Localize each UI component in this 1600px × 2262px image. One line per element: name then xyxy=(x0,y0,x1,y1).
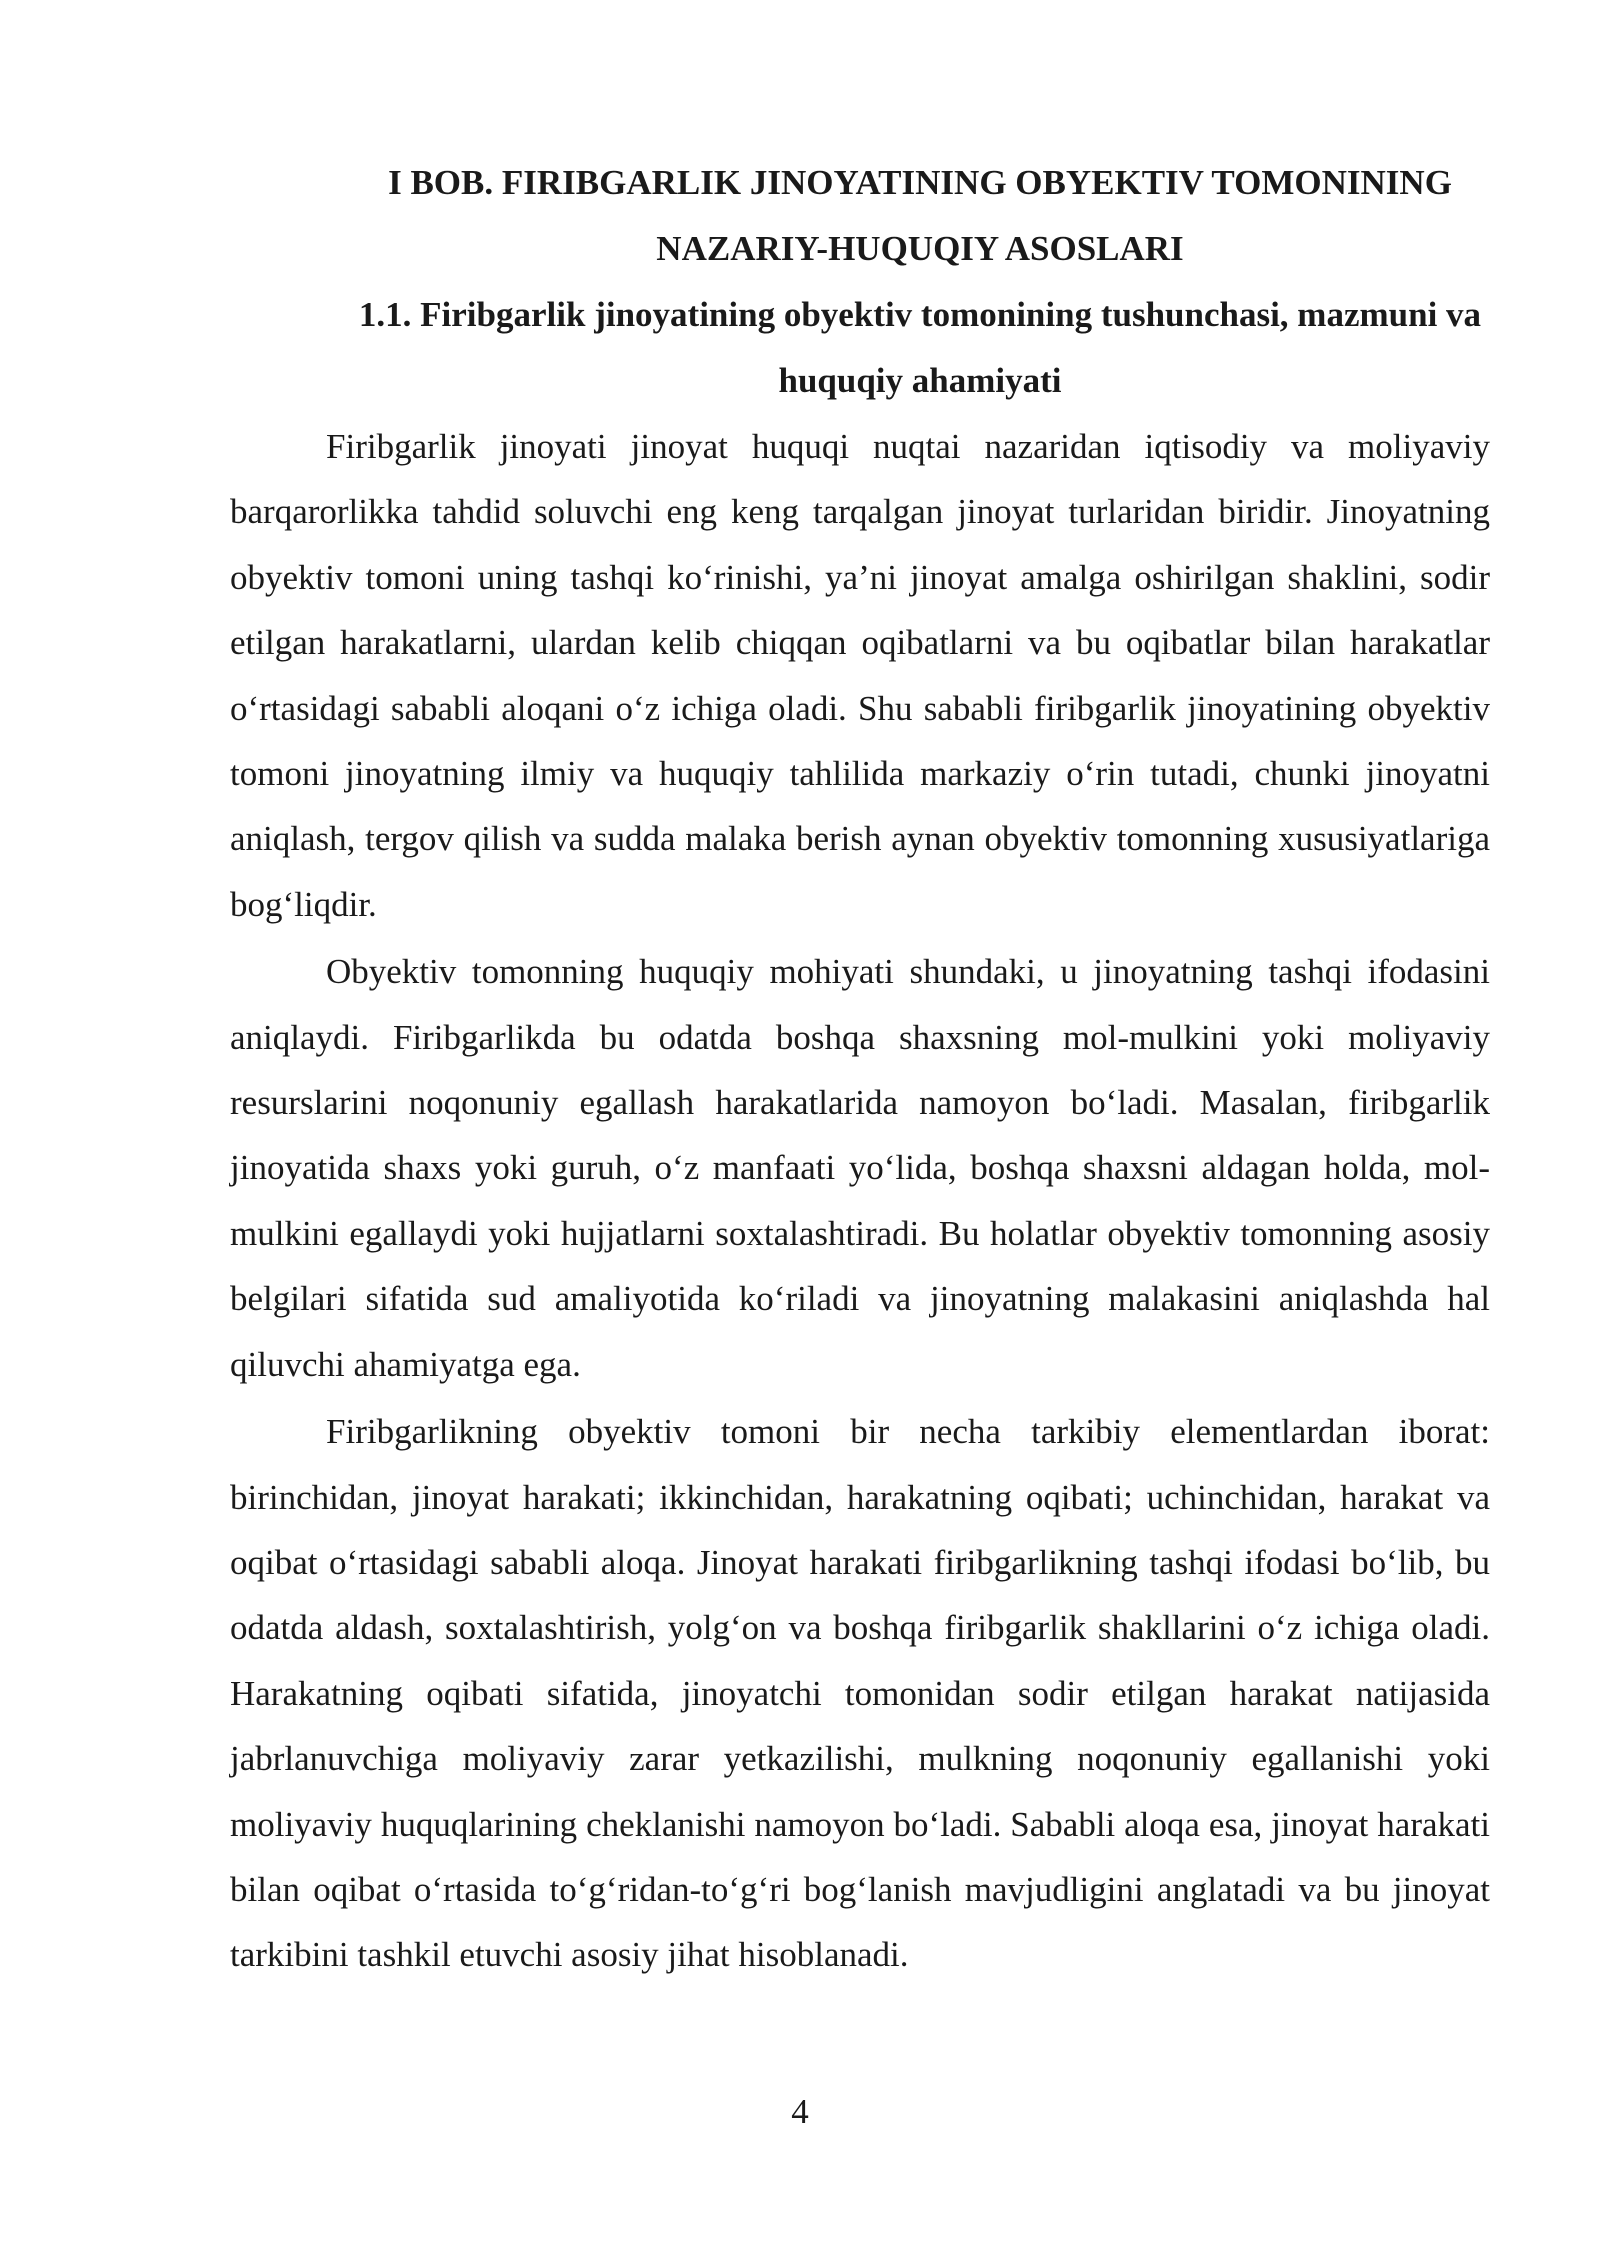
body-paragraph-2: Obyektiv tomonning huquqiy mohiyati shundaki, u jinoyatning tashqi ifodasini aniqlaydi. Firibgarlikda bu odatda boshqa shaxsning mol-mulkini yoki moliyaviy resurslarini noqonuniy egallash harakatlarida namoyon boʻladi. Masalan, firibgarlik jinoyatida shaxs yoki guruh, oʻz manfaati yoʻlida, boshqa shaxsni aldagan holda, mol-mulkini egallaydi yoki hujjatlarni soxtalashtiradi. Bu holatlar obyektiv tomonning asosiy belgilari sifatida sud amaliyotida koʻriladi va jinoyatning malakasini aniqlashda hal qiluvchi ahamiyatga ega. xyxy=(230,952,1490,1384)
body-paragraph-1: Firibgarlik jinoyati jinoyat huquqi nuqtai nazaridan iqtisodiy va moliyaviy barqarorlikka tahdid soluvchi eng keng tarqalgan jinoyat turlaridan biridir. Jinoyatning obyektiv tomoni uning tashqi koʻrinishi, ya’ni jinoyat amalga oshirilgan shaklini, sodir etilgan harakatlarni, ulardan kelib chiqqan oqibatlarni va bu oqibatlar bilan harakatlar oʻrtasidagi sababli aloqani oʻz ichiga oladi. Shu sababli firibgarlik jinoyatining obyektiv tomoni jinoyatning ilmiy va huquqiy tahlilida markaziy oʻrin tutadi, chunki jinoyatni aniqlash, tergov qilish va sudda malaka berish aynan obyektiv tomonning xususiyatlariga bogʻliqdir. xyxy=(230,427,1490,924)
document-page xyxy=(230,150,1490,1990)
section-title: 1.1. Firibgarlik jinoyatining obyektiv tomonining tushunchasi, mazmuni va huquqiy ahamiyati xyxy=(358,295,1482,400)
page-number: 4 xyxy=(791,2092,809,2131)
body-paragraph-3: Firibgarlikning obyektiv tomoni bir necha tarkibiy elementlardan iborat: birinchidan, jinoyat harakati; ikkinchidan, harakatning oqibati; uchinchidan, harakat va oqibat oʻrtasidagi sababli aloqa. Jinoyat harakati firibgarlikning tashqi ifodasi boʻlib, bu odatda aldash, soxtalashtirish, yolgʻon va boshqa firibgarlik shakllarini oʻz ichiga oladi. Harakatning oqibati sifatida, jinoyatchi tomonidan sodir etilgan harakat natijasida jabrlanuvchiga moliyaviy zarar yetkazilishi, mulkning noqonuniy egallanishi yoki moliyaviy huquqlarining cheklanishi namoyon boʻladi. Sababli aloqa esa, jinoyat harakati bilan oqibat oʻrtasida toʻgʻridan-toʻgʻri bogʻlanish mavjudligini anglatadi va bu jinoyat tarkibini tashkil etuvchi asosiy jihat hisoblanadi. xyxy=(230,1412,1490,1975)
chapter-title: I BOB. FIRIBGARLIK JINOYATINING OBYEKTIV TOMONINING NAZARIY-HUQUQIY ASOSLARI xyxy=(388,163,1452,268)
